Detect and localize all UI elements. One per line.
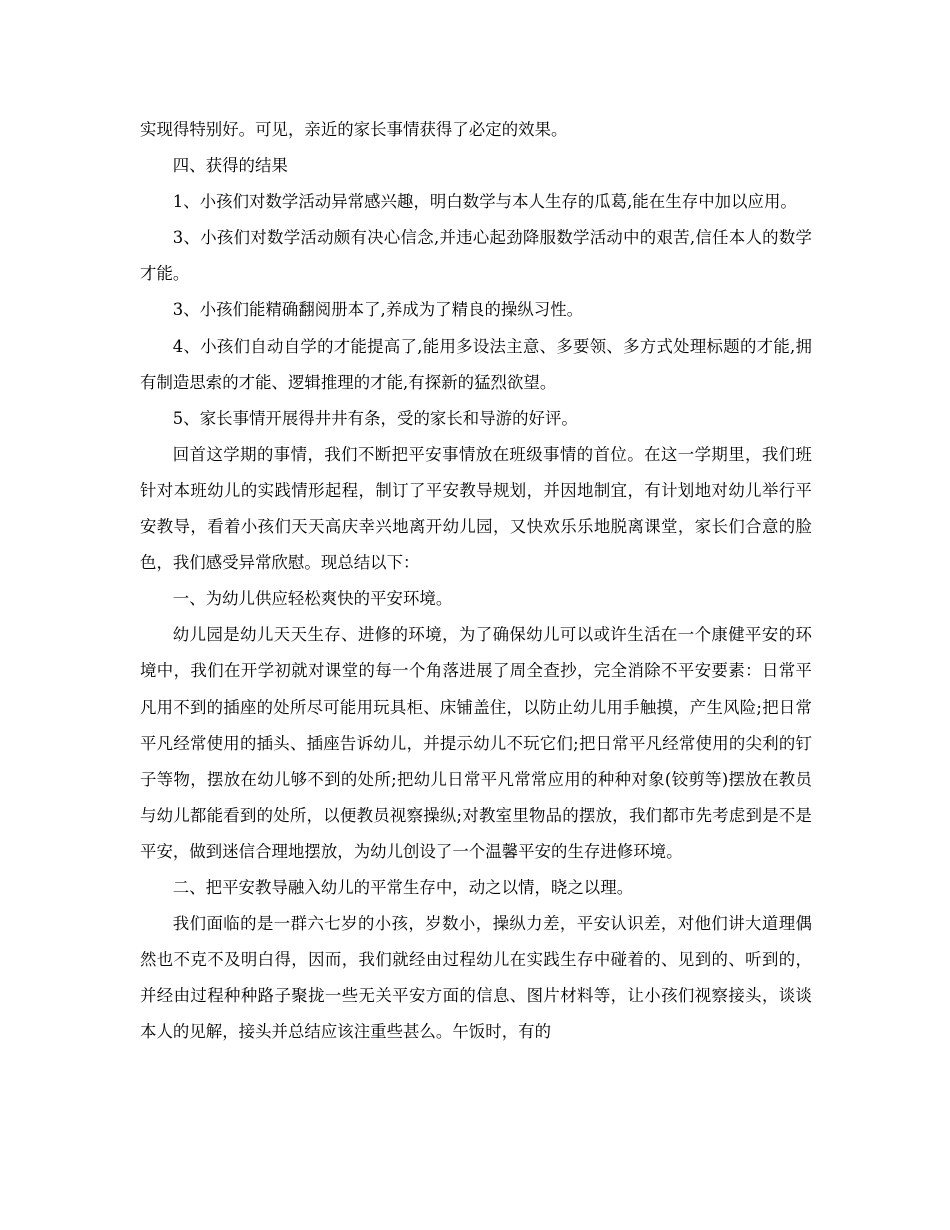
document-body: [140, 112, 812, 1050]
section-heading: 四、获得的结果: [172, 156, 288, 176]
list-item: 3、小孩们对数学活动颇有决心信念,并违心起劲降服数学活动中的艰苦,信任本人的数学才能。: [140, 228, 812, 284]
list-item: 3、小孩们能精确翻阅册本了,养成为了精良的操纵习性。: [172, 300, 584, 320]
paragraph: 我们面临的是一群六七岁的小孩，岁数小，操纵力差，平安认识差，对他们讲大道理偶然也不克不及明白得，因而，我们就经由过程幼儿在实践生存中碰着的、见到的、听到的，并经由过程种种路子聚拢一些无关平安方面的信息、图片材料等，让小孩们视察接头，谈谈本人的见解，接头并总结应该注重些甚么。午饭时，有的: [140, 914, 812, 1042]
section-heading: 一、为幼儿供应轻松爽快的平安环境。: [172, 589, 453, 609]
list-item: 1、小孩们对数学活动异常感兴趣，明白数学与本人生存的瓜葛,能在生存中加以应用。: [172, 192, 797, 212]
paragraph: 实现得特别好。可见，亲近的家长事情获得了必定的效果。: [140, 120, 568, 139]
list-item: 5、家长事情开展得井井有条，受的家长和导游的好评。: [172, 408, 578, 428]
section-heading: 二、把平安教导融入幼儿的平常生存中，动之以情，晓之以理。: [172, 877, 634, 897]
paragraph: 幼儿园是幼儿天天生存、进修的环境，为了确保幼儿可以或许生活在一个康健平安的环境中，我们在开学初就对课堂的每一个角落进展了周全查抄，完全消除不平安要素：日常平凡用不到的插座的处所尽可能用玩具柜、床铺盖住，以防止幼儿用手触摸，产生风险;把日常平凡经常使用的插头、插座告诉幼儿，并提示幼儿不玩它们;把日常平凡经常使用的尖利的钉子等物，摆放在幼儿够不到的处所;把幼儿日常平凡常常应用的种种对象(铰剪等)摆放在教员与幼儿都能看到的处所，以便教员视察操纵;对教室里物品的摆放，我们都市先考虑到是不是平安，做到迷信合理地摆放，为幼儿创设了一个温馨平安的生存进修环境。: [140, 625, 812, 861]
paragraph: 回首这学期的事情，我们不断把平安事情放在班级事情的首位。在这一学期里，我们班针对本班幼儿的实践情形起程，制订了平安教导规划，并因地制宜，有计划地对幼儿举行平安教导，看着小孩们天天高庆幸兴地离开幼儿园，又快欢乐乐地脱离课堂，家长们合意的脸色，我们感受异常欣慰。现总结以下：: [140, 444, 812, 573]
list-item: 4、小孩们自动自学的才能提高了,能用多设法主意、多要领、多方式处理标题的才能,拥有制造思索的才能、逻辑推理的才能,有探新的猛烈欲望。: [140, 336, 812, 392]
